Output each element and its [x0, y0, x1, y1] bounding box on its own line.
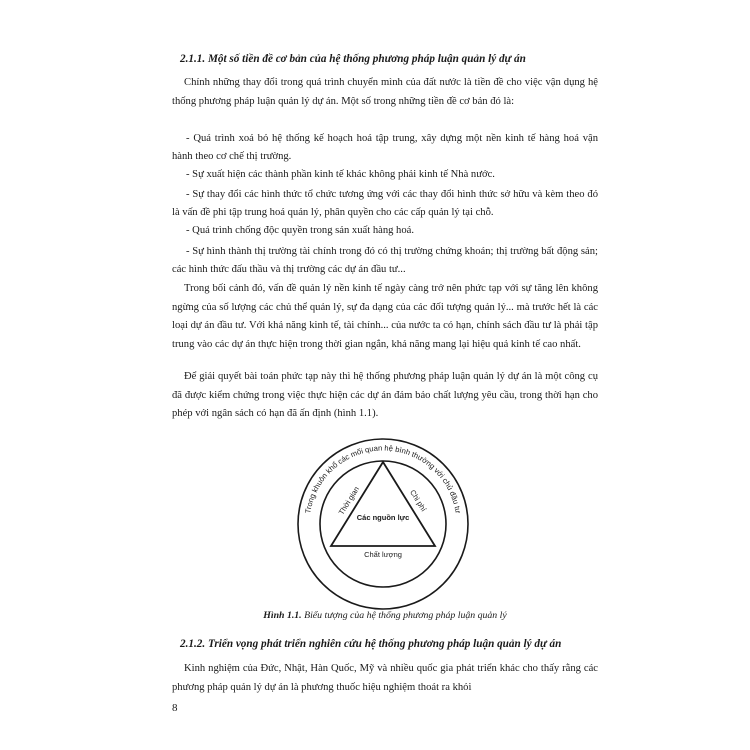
right-side-label: Chi phí	[408, 488, 429, 514]
section-heading: 2.1.1. Một số tiền đề cơ bản của hệ thống phương pháp luận quản lý dự án	[180, 53, 526, 65]
outer-circle	[298, 439, 468, 609]
ring-label	[303, 443, 462, 514]
figure-caption	[172, 610, 598, 621]
bullet-item: - Quá trình chống độc quyền trong sản xuất hàng hoá.	[186, 225, 415, 236]
bottom-side-label: Chất lượng	[364, 550, 402, 559]
body-paragraph: Trong bối cảnh đó, vấn đề quản lý nền kinh tế ngày càng trở nên phức tạp với sự tăng lên không ngừng của số lượng các chủ thể quản lý, sự đa dạng của các đối tượng quản lý... mà trước hết là các loại dự án đầu tư. Với khả năng kinh tế, tài chính... của nước ta có hạn, chính sách đầu tư là phải tập trung vào các dự án thực hiện trong thời gian ngắn, khả năng mang lại hiệu quả kinh tế cao nhất.	[172, 283, 598, 350]
bullet-item: - Sự xuất hiện các thành phần kinh tế khác không phải kinh tế Nhà nước.	[186, 169, 495, 180]
center-label: Các nguồn lực	[356, 513, 410, 522]
bullet-item: - Quá trình xoá bỏ hệ thống kế hoạch hoá tập trung, xây dựng một nền kinh tế hàng hoá vận hành theo cơ chế thị trường.	[172, 133, 598, 162]
page-number: 8	[172, 702, 178, 714]
section-heading-2: 2.1.2. Triển vọng phát triển nghiên cứu hệ thống phương pháp luận quản lý dự án	[180, 638, 562, 650]
project-management-diagram	[295, 436, 471, 612]
intro-paragraph: Chính những thay đổi trong quá trình chuyển mình của đất nước là tiền đề cho việc vận dụng hệ thống phương pháp luận quản lý dự án. Một số trong những tiền đề cơ bản đó là:	[172, 77, 598, 107]
ring-label-path: Trong khuôn khổ các mối quan hệ bình thường với chủ đầu tư	[303, 443, 463, 515]
bullet-item: - Sự thay đổi các hình thức tổ chức tương ứng với các thay đổi hình thức sở hữu và kèm theo đó là vấn đề phi tập trung hoá quản lý, phân quyền cho các cấp quản lý tại chỗ.	[172, 189, 598, 218]
left-side-label: Thời gian	[336, 484, 362, 517]
body-paragraph: Để giải quyết bài toán phức tạp này thì hệ thống phương pháp luận quản lý dự án là một công cụ đã được kiểm chứng trong việc thực hiện các dự án đảm bảo chất lượng yêu cầu, trong thời hạn cho phép với ngân sách có hạn đã ấn định (hình 1.1).	[172, 371, 598, 419]
body-paragraph: Kinh nghiệm của Đức, Nhật, Hàn Quốc, Mỹ và nhiều quốc gia phát triển khác cho thấy rằng các phương pháp quản lý dự án là phương thuốc hiệu nghiệm thoát ra khỏi	[172, 663, 598, 693]
caption-label: Hình 1.1.	[263, 610, 302, 621]
bullet-item: - Sự hình thành thị trường tài chính trong đó có thị trường chứng khoán; thị trường bất động sản; các hình thức đấu thầu và thị trường các dự án đầu tư...	[172, 246, 598, 275]
caption-text: Biểu tượng của hệ thống phương pháp luận quản lý	[304, 610, 507, 621]
inner-circle	[320, 461, 446, 587]
